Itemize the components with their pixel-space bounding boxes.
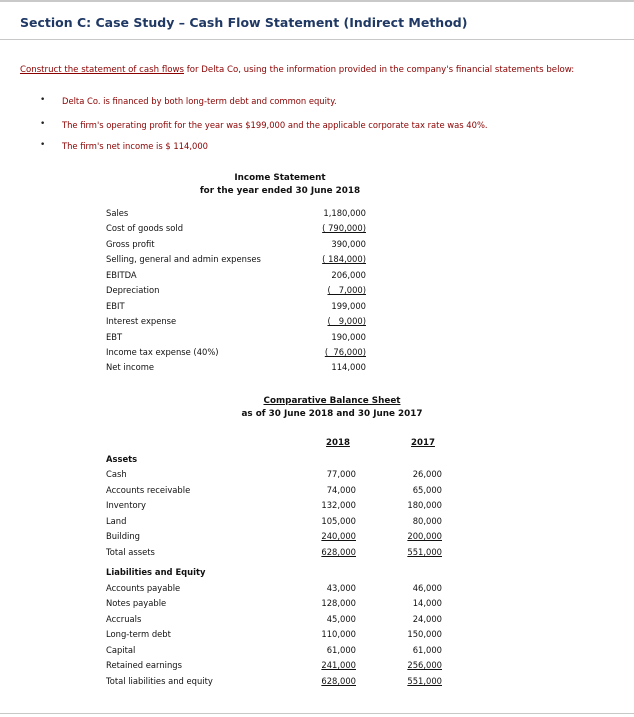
income-statement-subtitle: for the year ended 30 June 2018 [199,186,361,196]
is-row-label: Gross profit [106,239,155,249]
bs-value-2017: 24,000 [412,614,442,624]
bs-value-2018: 628,000 [321,547,356,557]
bs-value-2017: 256,000 [407,660,442,670]
intro-paragraph [20,64,580,76]
income-statement-title: Income Statement [234,173,326,183]
is-row-value: 199,000 [331,301,366,311]
is-row-label: Net income [106,362,155,372]
bs-row-label: Land [106,516,127,526]
section-title: Section C: Case Study – Cash Flow Statement (Indirect Method) [20,15,468,30]
is-row-label: EBT [106,332,123,342]
bs-row-label: Cash [106,469,127,479]
bs-value-2018: 45,000 [326,614,356,624]
bs-row-label: Accounts payable [106,583,181,593]
bs-row-label: Retained earnings [106,660,182,670]
bullet-dot-icon: • [40,119,46,129]
bs-row-label: Building [106,531,140,541]
intro-link-text: Construct the statement of cash flows [20,65,185,75]
is-row-value: 190,000 [331,332,366,342]
top-border [0,0,634,2]
bs-row-label: Capital [106,645,136,655]
balance-sheet-title: Comparative Balance Sheet [263,396,401,406]
is-row-value: 206,000 [331,270,366,280]
bs-row-label: Notes payable [106,598,167,608]
is-row-value: ( 9,000) [327,316,366,326]
bullet-text: Delta Co. is financed by both long-term debt and common equity. [62,96,337,106]
bs-row-label: Inventory [106,500,147,510]
bs-value-2018: 43,000 [326,583,356,593]
bs-value-2018: 74,000 [326,485,356,495]
bs-value-2017: 551,000 [407,676,442,686]
liabilities-heading: Liabilities and Equity [106,567,206,577]
bullet-text: The firm's operating profit for the year was $199,000 and the applicable corporate tax rate was 40%. [62,120,488,130]
is-row-label: EBITDA [106,270,137,280]
bs-value-2018: 77,000 [326,469,356,479]
bs-value-2017: 65,000 [412,485,442,495]
is-row-label: Cost of goods sold [106,223,184,233]
bs-value-2018: 240,000 [321,531,356,541]
bs-value-2018: 128,000 [321,598,356,608]
col-header-2018: 2018 [326,438,350,448]
bs-value-2017: 80,000 [412,516,442,526]
bs-value-2018: 628,000 [321,676,356,686]
is-row-label: Income tax expense (40%) [106,347,219,357]
is-row-value: 114,000 [331,362,366,372]
bs-value-2018: 61,000 [326,645,356,655]
bs-row-label: Total liabilities and equity [106,676,213,686]
bs-value-2017: 551,000 [407,547,442,557]
bs-value-2017: 14,000 [412,598,442,608]
is-row-value: 1,180,000 [323,208,366,218]
is-row-label: Depreciation [106,285,160,295]
bottom-border [0,713,634,714]
is-row-label: Selling, general and admin expenses [106,254,261,264]
bs-value-2018: 105,000 [321,516,356,526]
bs-row-label: Long-term debt [106,629,171,639]
bs-value-2018: 110,000 [321,629,356,639]
bs-row-label: Accruals [106,614,142,624]
bs-value-2017: 150,000 [407,629,442,639]
is-row-label: Interest expense [106,316,177,326]
bs-value-2017: 26,000 [412,469,442,479]
bs-value-2017: 200,000 [407,531,442,541]
bs-value-2017: 61,000 [412,645,442,655]
assets-heading: Assets [106,454,138,464]
is-row-label: Sales [106,208,129,218]
is-row-value: ( 7,000) [327,285,366,295]
bs-value-2017: 180,000 [407,500,442,510]
bullet-dot-icon: • [40,95,46,105]
title-divider [0,39,634,40]
is-row-value: ( 790,000) [322,223,366,233]
bs-value-2017: 46,000 [412,583,442,593]
bullet-dot-icon: • [40,140,46,150]
bs-value-2018: 241,000 [321,660,356,670]
bs-row-label: Total assets [106,547,155,557]
is-row-label: EBIT [106,301,125,311]
bs-value-2018: 132,000 [321,500,356,510]
is-row-value: ( 76,000) [324,347,366,357]
bullet-text: The firm's net income is $ 114,000 [62,141,209,151]
intro-rest-text: for Delta Co, using the information provided in the company's financial statements below: [184,65,575,75]
balance-sheet-subtitle: as of 30 June 2018 and 30 June 2017 [241,409,423,419]
col-header-2017: 2017 [411,438,435,448]
is-row-value: 390,000 [331,239,366,249]
bs-row-label: Accounts receivable [106,485,191,495]
is-row-value: ( 184,000) [322,254,366,264]
